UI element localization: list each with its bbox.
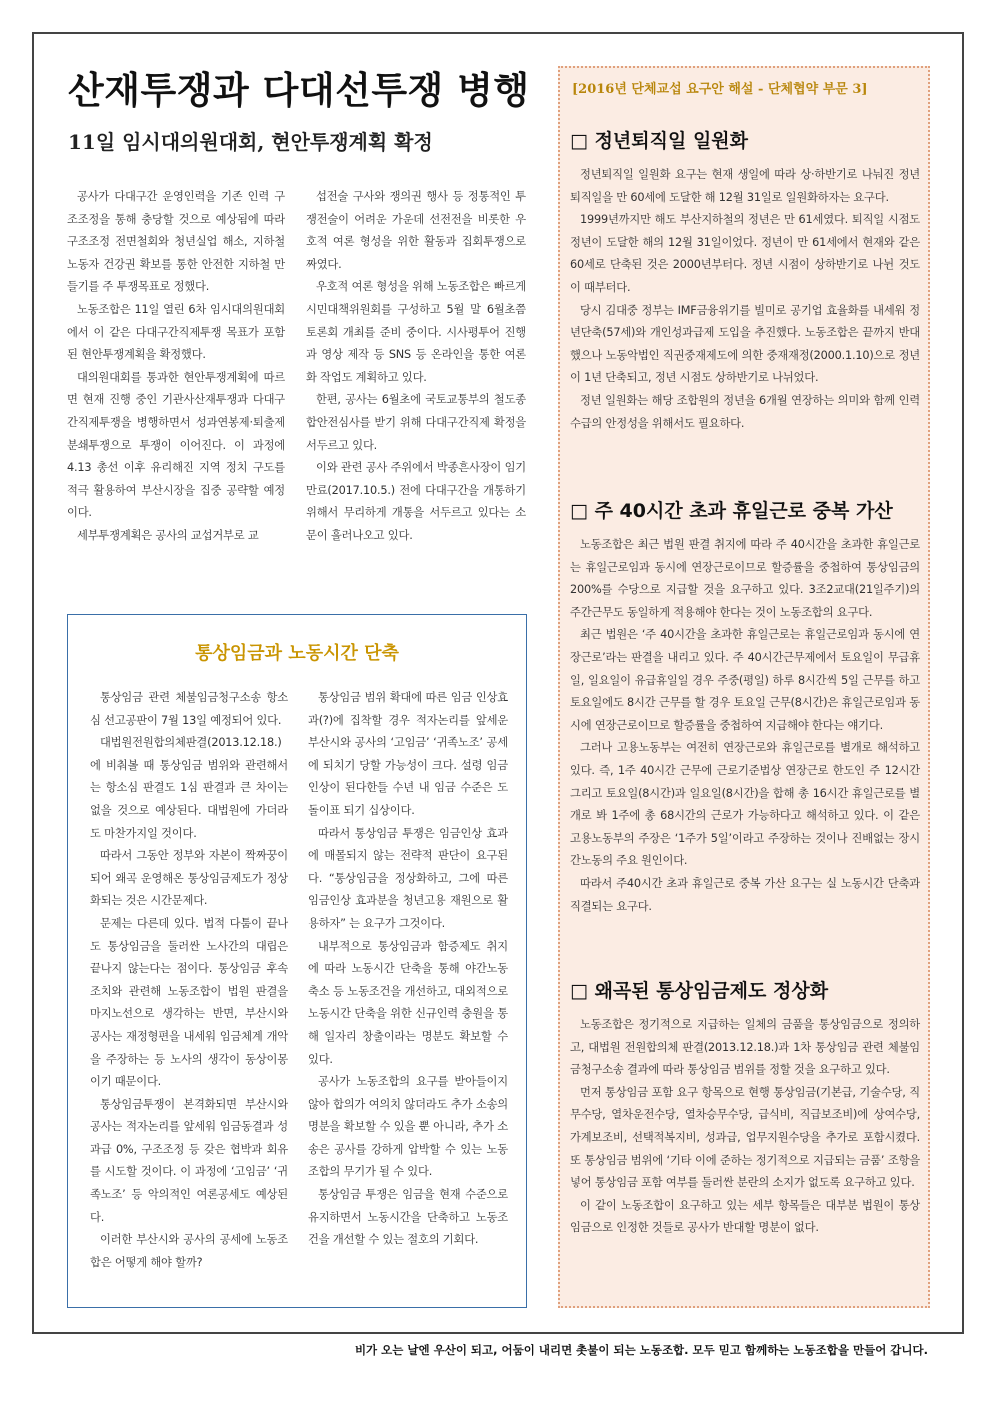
paragraph: 따라서 통상임금 투쟁은 임금인상 효과에 매몰되지 않는 전략적 판단이 요구된다. “통상임금을 정상화하고, 그에 따른 임금인상 효과분을 청년고용 재원으로 활용하자” 는 요구가 그것이다. xyxy=(308,826,508,930)
wage-article-column-1 xyxy=(90,687,288,1274)
section-heading-retirement: □ 정년퇴직일 일원화 xyxy=(570,130,749,152)
paragraph: 노동조합은 최근 법원 판결 취지에 따라 주 40시간을 초과한 휴일근로는 휴일근로임과 동시에 연장근로이므로 할증률을 중첩하여 통상임금의 200%를 수당으로 지급할 것을 요구하고 있다. 3조2교대(21일주기)의 주간근무도 동일하게 적용해야 한다는 것이 노동조합의 요구다. xyxy=(570,538,920,619)
subheadline: 11일 임시대의원대회, 현안투쟁계획 확정 xyxy=(68,130,433,154)
section-body-retirement xyxy=(570,164,920,435)
paragraph: 통상임금투쟁이 본격화되면 부산시와 공사는 적자논리를 앞세워 임금동결과 성과급 0%, 구조조정 등 갖은 협박과 회유를 시도할 것이다. 이 과정에 ‘고임금’ ‘귀족노조’ 등 악의적인 여론공세도 예상된다. xyxy=(90,1097,288,1224)
paragraph: 최근 법원은 ‘주 40시간을 초과한 휴일근로는 휴일근로임과 동시에 연장근로’라는 판결을 내리고 있다. 주 40시간근무제에서 토요일이 무급휴일, 일요일이 유급휴일일 경우 주중(평일) 하루 8시간씩 5일 근무를 하고 토요일에도 8시간 근무를 할 경우 토요일 근무(8시간)은 휴일근로임과 동시에 연장근로이므로 할증률을 중첩하여 지급해야 한다는 얘기다. xyxy=(570,628,920,732)
paragraph: 이와 관련 공사 주위에서 박종흔사장이 임기 만료(2017.10.5.) 전에 다대구간을 개통하기 위해서 무리하게 개통을 서두르고 있다는 소문이 흘러나오고 있다. xyxy=(306,461,526,542)
paragraph: 이러한 부산시와 공사의 공세에 노동조합은 어떻게 해야 할까? xyxy=(90,1233,288,1269)
paragraph: 통상임금 투쟁은 임금을 현재 수준으로 유지하면서 노동시간을 단축하고 노동조건을 개선할 수 있는 절호의 기회다. xyxy=(308,1188,508,1247)
paragraph: 대의원대회를 통과한 현안투쟁계획에 따르면 현재 진행 중인 기관사산재투쟁과 다대구간직제투쟁을 병행하면서 성과연봉제·퇴출제 분쇄투쟁으로 투쟁이 이어진다. 이 과정에 4.13 총선 이후 유리해진 지역 정치 구도를 적극 활용하여 부산시장을 집중 공략할 예정이다. xyxy=(67,370,285,520)
collective-bargaining-sidebar xyxy=(558,66,930,1308)
paragraph: 내부적으로 통상임금과 함증제도 취지에 따라 노동시간 단축을 통해 야간노동 축소 등 노동조건을 개선하고, 대외적으로 노동시간 단축을 위한 신규인력 충원을 통해 일자리 창출이라는 명분도 확보할 수 있다. xyxy=(308,939,508,1066)
paragraph: 노동조합은 11일 열린 6차 임시대의원대회에서 이 같은 다대구간직제투쟁 목표가 포함된 현안투쟁계획을 확정했다. xyxy=(67,302,285,362)
paragraph: 공사가 노동조합의 요구를 받아들이지 않아 합의가 여의치 않더라도 추가 소송의 명분을 확보할 수 있을 뿐 아니라, 추가 소송은 공사를 강하게 압박할 수 있는 노동조합의 무기가 될 수 있다. xyxy=(308,1075,508,1179)
paragraph: 세부투쟁계획은 공사의 교섭거부로 교 xyxy=(77,528,259,542)
paragraph: 통상임금 관련 체불임금청구소송 항소심 선고공판이 7월 13일 예정되어 있다. xyxy=(90,691,288,727)
paragraph: 공사가 다대구간 운영인력을 기존 인력 구조조정을 통해 충당할 것으로 예상됨에 따라 구조조정 전면철회와 청년실업 해소, 지하철노동자 건강권 확보를 통한 안전한 지하철 만들기를 주 투쟁목표로 정했다. xyxy=(67,190,285,294)
paragraph: 당시 김대중 정부는 IMF금융위기를 빌미로 공기업 효율화를 내세워 정년단축(57세)와 개인성과급제 도입을 추진했다. 노동조합은 끝까지 반대했으나 노동악법인 직권중재제도에 의한 중재재정(2000.1.10)으로 정년이 1년 단축되고, 정년 시점도 상하반기로 나뉘었다. xyxy=(570,303,920,385)
paragraph: 노동조합은 정기적으로 지급하는 일체의 금품을 통상임금으로 정의하고, 대법원 전원합의체 판결(2013.12.18.)과 1차 통상임금 관련 체불임금청구소송 결과에 따라 통상임금 범위를 정할 것을 요구하고 있다. xyxy=(570,1018,920,1077)
paragraph: 문제는 다른데 있다. 법적 다툼이 끝나도 통상임금을 둘러싼 노사간의 대립은 끝나지 않는다는 점이다. 통상임금 후속조치와 관련해 노동조합이 법원 판결을 마지노선으로 생각하는 반면, 부산시와 공사는 재정형편을 내세워 임금체계 개악을 주장하는 등 노사의 생각이 동상이몽이기 때문이다. xyxy=(90,916,288,1089)
paragraph: 이 같이 노동조합이 요구하고 있는 세부 항목들은 대부분 법원이 통상임금으로 인정한 것들로 공사가 반대할 명분이 없다. xyxy=(570,1198,920,1235)
paragraph: 따라서 그동안 정부와 자본이 짝짜꿍이 되어 왜곡 운영해온 통상임금제도가 정상화되는 것은 시간문제다. xyxy=(90,849,288,908)
headline: 산재투쟁과 다대선투쟁 병행 xyxy=(68,69,530,112)
wage-article-column-2 xyxy=(308,687,508,1252)
wage-article-box xyxy=(67,614,527,1308)
paragraph: 대법원전원합의체판결(2013.12.18.)에 비춰볼 때 통상임금 범위와 관련해서는 항소심 판결도 1심 판결과 큰 차이는 없을 것으로 예상된다. 대법원에 가더라도 마찬가지일 것이다. xyxy=(90,736,288,840)
paragraph: 정년퇴직일 일원화 요구는 현재 생일에 따라 상·하반기로 나눠진 정년퇴직일을 만 60세에 도달한 해 12월 31일로 일원화하자는 요구다. xyxy=(570,168,920,204)
paragraph: 통상임금 범위 확대에 따른 임금 인상효과(?)에 집착할 경우 적자논리를 앞세운 부산시와 공사의 ‘고임금’ ‘귀족노조’ 공세에 되치기 당할 가능성이 크다. 설령 임금 인상이 된다한들 수년 내 임금 수준은 도돌이표 되기 십상이다. xyxy=(308,691,508,817)
wage-article-title: 통상임금과 노동시간 단축 xyxy=(195,643,399,664)
section-body-ordinary-wage xyxy=(570,1014,920,1240)
footer-slogan: 비가 오는 날엔 우산이 되고, 어둠이 내리면 촛불이 되는 노동조합. 모두 믿고 함께하는 노동조합을 만들어 갑니다. xyxy=(354,1343,928,1357)
paragraph: 섭전술 구사와 쟁의권 행사 등 정통적인 투쟁전술이 어려운 가운데 선전전을 비롯한 우호적 여론 형성을 위한 활동과 집회투쟁으로 짜였다. xyxy=(306,190,526,271)
paragraph: 그러나 고용노동부는 여전히 연장근로와 휴일근로를 별개로 해석하고 있다. 즉, 1주 40시간 근무에 근로기준법상 연장근로 한도인 주 12시간 그리고 토요일(8시간)과 일요일(8시간)을 합해 총 16시간 휴일근로를 별개로 봐 1주에 총 68시간의 근로가 가능하다고 해석하고 있다. 이 같은 고용노동부의 주장은 ‘1주가 5일’이라고 주장하는 것이나 진배없는 장시간노동의 주요 원인이다. xyxy=(570,741,920,868)
section-heading-ordinary-wage: □ 왜곡된 통상임금제도 정상화 xyxy=(570,980,829,1002)
paragraph: 먼저 통상임금 포함 요구 항목으로 현행 통상임금(기본급, 기술수당, 직무수당, 열차운전수당, 열차승무수당, 급식비, 직급보조비)에 상여수당, 가계보조비, 선택적복지비, 성과급, 업무지원수당을 추가로 포함시켰다. 또 통상임금 범위에 ‘기타 이에 준하는 정기적으로 지급되는 금품’ 조항을 넣어 통상임금 포함 여부를 둘러싼 분란의 소지가 없도록 요구하고 있다. xyxy=(570,1085,920,1190)
paragraph: 우호적 여론 형성을 위해 노동조합은 빠르게 시민대책위원회를 구성하고 5월 말 6월초쯤 토론회 개최를 준비 중이다. 시사평투어 진행과 영상 제작 등 SNS 등 온라인을 통한 여론화 작업도 계획하고 있다. xyxy=(306,280,526,384)
paragraph: 1999년까지만 해도 부산지하철의 정년은 만 61세였다. 퇴직일 시점도 정년이 도달한 해의 12월 31일이었다. 정년이 만 61세에서 현재와 같은 60세로 단축된 것은 2000년부터다. 정년 시점이 상하반기로 나뉜 것도 이 때부터다. xyxy=(570,213,920,294)
main-article-column-2 xyxy=(306,186,526,548)
paragraph: 따라서 주40시간 초과 휴일근로 중복 가산 요구는 실 노동시간 단축과 직결되는 요구다. xyxy=(570,876,920,913)
paragraph: 한편, 공사는 6월초에 국토교통부의 철도종합안전심사를 받기 위해 다대구간직제 확정을 서두르고 있다. xyxy=(306,393,526,452)
main-article-column-1 xyxy=(67,186,285,548)
sidebar-banner: [2016년 단체교섭 요구안 해설 - 단체협약 부문 3] xyxy=(572,82,868,97)
paragraph: 정년 일원화는 해당 조합원의 정년을 6개월 연장하는 의미와 함께 인력 수급의 안정성을 위해서도 필요하다. xyxy=(570,393,920,430)
section-heading-holiday-work: □ 주 40시간 초과 휴일근로 중복 가산 xyxy=(570,500,893,522)
section-body-holiday-work xyxy=(570,534,920,918)
